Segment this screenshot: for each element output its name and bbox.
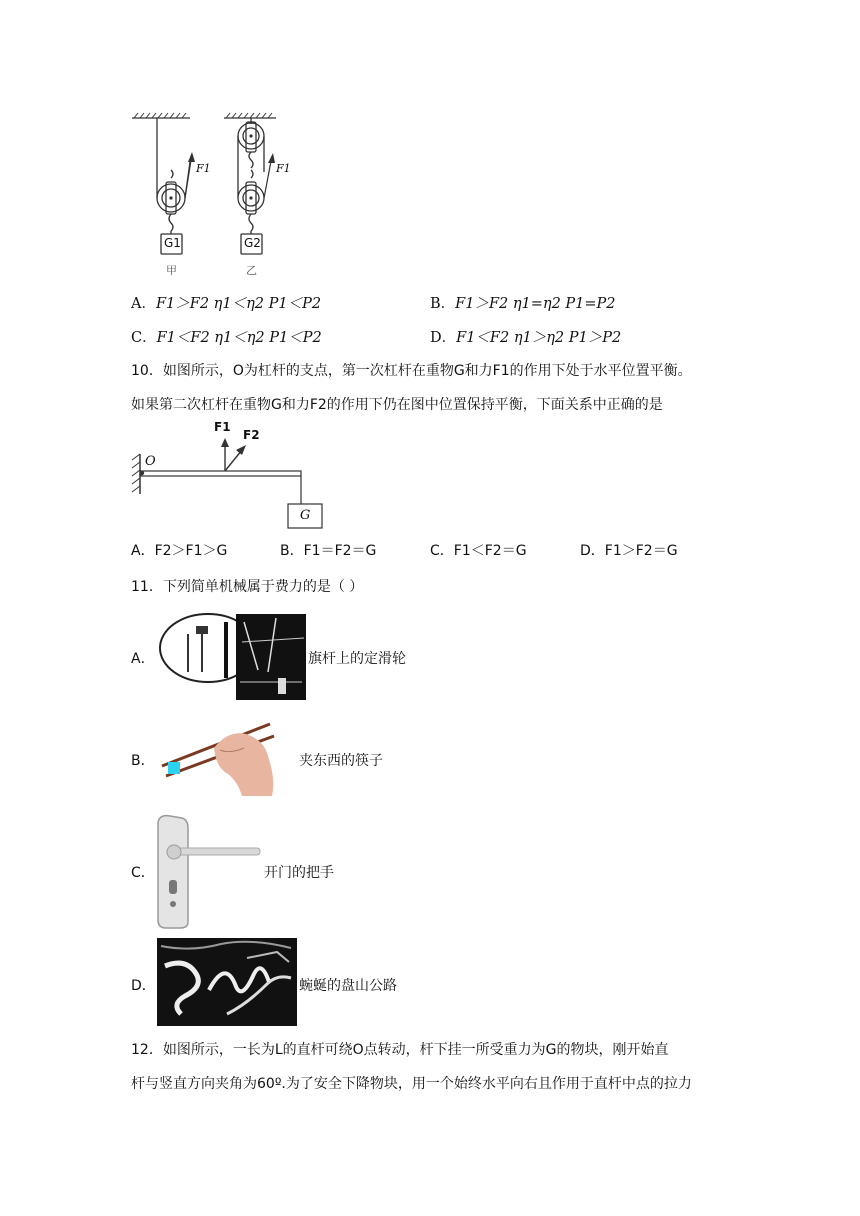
mountain-road-image <box>157 938 297 1026</box>
q11-option-d-caption: 蜿蜒的盘山公路 <box>299 978 397 994</box>
q10-option-a[interactable]: A．F2＞F1＞G <box>131 543 228 559</box>
q9-option-d[interactable]: D．F1＜F2 η1＞η2 P1＞P2 <box>430 330 622 346</box>
q11-option-a-letter[interactable]: A． <box>131 651 155 667</box>
q9-option-c-text: F1＜F2 η1＜η2 P1＜P2 <box>156 330 322 346</box>
right-pulley-label: 乙 <box>246 264 257 277</box>
flagpole-pulley-image <box>158 612 308 700</box>
q12-stem-line2: 杆与竖直方向夹角为60º.为了安全下降物块，用一个始终水平向右且作用于直杆中点的拉力 <box>131 1076 692 1092</box>
q10-stem-line1: 10．如图所示，O为杠杆的支点，第一次杠杆在重物G和力F1的作用下处于水平位置平衡。 <box>131 363 692 379</box>
lever-f2-label: F2 <box>243 428 260 442</box>
q10-option-b[interactable]: B．F1＝F2＝G <box>280 543 377 559</box>
chopsticks-image <box>158 718 284 798</box>
lever-figure <box>128 420 324 532</box>
q11-option-b-letter[interactable]: B． <box>131 753 155 769</box>
pulley-figure <box>128 112 294 280</box>
lever-g-label: G <box>300 508 311 523</box>
q11-option-c-caption: 开门的把手 <box>264 865 334 881</box>
q11-option-c-letter[interactable]: C． <box>131 865 155 881</box>
q9-option-a-text: F1＞F2 η1＜η2 P1＜P2 <box>155 296 322 312</box>
q11-option-a-caption: 旗杆上的定滑轮 <box>308 651 406 667</box>
q11-option-d-letter[interactable]: D． <box>131 978 156 994</box>
q10-option-c[interactable]: C．F1＜F2＝G <box>430 543 527 559</box>
left-pulley-label: 甲 <box>166 264 177 277</box>
q9-option-d-text: F1＜F2 η1＞η2 P1＞P2 <box>456 330 622 346</box>
q10-stem-line2: 如果第二次杠杆在重物G和力F2的作用下仍在图中位置保持平衡，下面关系中正确的是 <box>131 397 663 413</box>
lever-f1-label: F1 <box>214 420 231 434</box>
q9-option-c[interactable]: C．F1＜F2 η1＜η2 P1＜P2 <box>131 330 322 346</box>
q10-option-d[interactable]: D．F1＞F2＝G <box>580 543 678 559</box>
q9-option-b[interactable]: B．F1＞F2 η1=η2 P1=P2 <box>430 296 616 312</box>
q9-option-b-text: F1＞F2 η1=η2 P1=P2 <box>455 296 616 312</box>
g2-label: G2 <box>244 236 261 250</box>
door-handle-image <box>152 812 262 930</box>
g1-label: G1 <box>164 236 181 250</box>
f1-label-right: F1 <box>276 162 291 175</box>
q11-stem: 11．下列简单机械属于费力的是（ ） <box>131 579 364 595</box>
q12-stem-line1: 12．如图所示，一长为L的直杆可绕O点转动，杆下挂一所受重力为G的物块，刚开始直 <box>131 1042 669 1058</box>
q9-option-a[interactable]: A．F1＞F2 η1＜η2 P1＜P2 <box>131 296 322 312</box>
f1-label-left: F1 <box>196 162 211 175</box>
pivot-o-label: O <box>145 454 156 469</box>
q11-option-b-caption: 夹东西的筷子 <box>299 753 383 769</box>
